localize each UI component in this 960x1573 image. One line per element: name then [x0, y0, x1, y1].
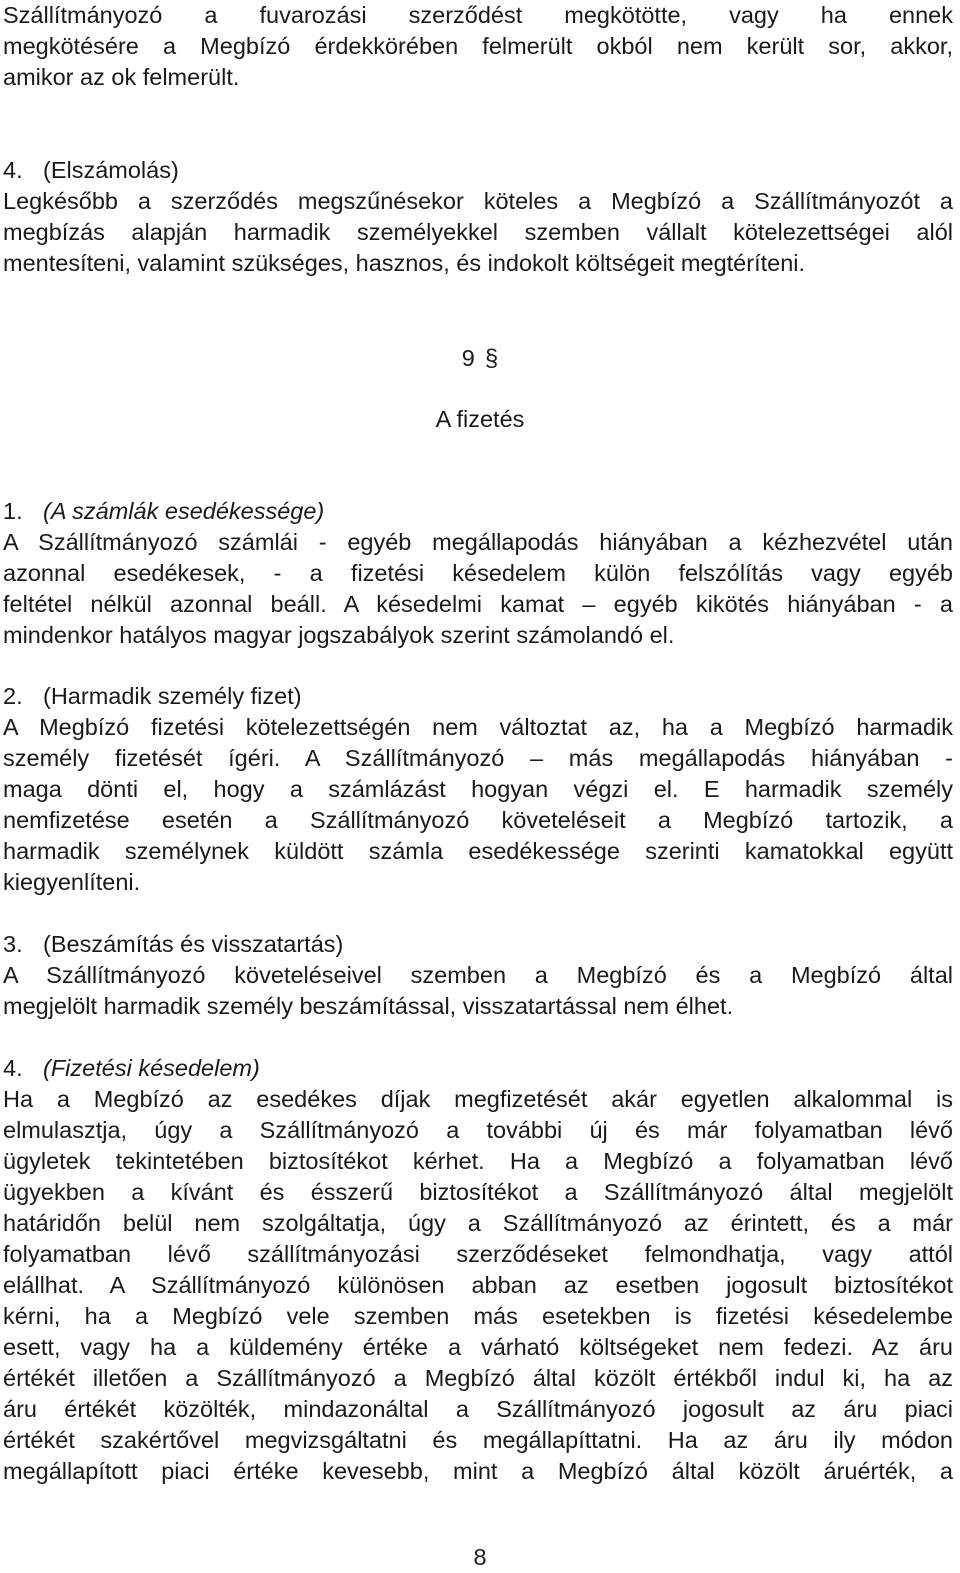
text-line: kiegyenlíteni. [3, 869, 141, 895]
clause-title: (A számlák esedékessége) [43, 498, 325, 524]
section-number [0, 343, 960, 374]
text-line: A Szállítmányozó számlái - egyéb megállapodás hiányában a kézhezvétel után [3, 529, 953, 555]
clause-number: 4. [3, 1055, 23, 1081]
clause-heading [3, 929, 953, 960]
clause-title: (Harmadik személy fizet) [43, 683, 302, 709]
text-line: kérni, ha a Megbízó vele szemben más esetekben is fizetési késedelembe [3, 1303, 953, 1329]
text-line: harmadik személynek küldött számla esedékessége szerinti kamatokkal együtt [3, 838, 953, 864]
text-line: mindenkor hatályos magyar jogszabályok szerint számolandó el. [3, 622, 675, 648]
clause-elszamolas [3, 155, 953, 279]
text-line: elmulasztja, úgy a Szállítmányozó a további új és már folyamatban lévő [3, 1117, 953, 1143]
text-line: értékét szakértővel megvizsgáltatni és megállapíttatni. Ha az áru ily módon [3, 1427, 953, 1453]
clause-number: 3. [3, 931, 23, 957]
text-line: Szállítmányozó a fuvarozási szerződést megkötötte, vagy ha ennek [3, 2, 953, 28]
text-line: ügyekben a kívánt és ésszerű biztosítékot a Szállítmányozó által megjelölt [3, 1179, 953, 1205]
clause-fizetesi-kesedelem [3, 1053, 953, 1487]
page-number: 8 [473, 1544, 487, 1570]
text-line: Legkésőbb a szerződés megszűnésekor köteles a Megbízó a Szállítmányozót a [3, 188, 953, 214]
section-title: A fizetés [435, 406, 525, 432]
clause-number: 1. [3, 498, 23, 524]
text-line: értékét illetően a Szállítmányozó a Megbízó által közölt értékből indul ki, ha az [3, 1365, 953, 1391]
clause-heading [3, 681, 953, 712]
clause-number: 2. [3, 683, 23, 709]
clause-szamlak-esedekessege [3, 496, 953, 651]
text-line: A Szállítmányozó követeléseivel szemben a Megbízó és a Megbízó által [3, 962, 953, 988]
text-line: folyamatban lévő szállítmányozási szerződéseket felmondhatja, vagy attól [3, 1241, 953, 1267]
text-line: ügyletek tekintetében biztosítékot kérhet. Ha a Megbízó a folyamatban lévő [3, 1148, 953, 1174]
text-line: megbízás alapján harmadik személyekkel szemben vállalt kötelezettségei alól [3, 219, 953, 245]
text-line: mentesíteni, valamint szükséges, hasznos, és indokolt költségeit megtéríteni. [3, 250, 806, 276]
text-line: amikor az ok felmerült. [3, 64, 240, 90]
intro-paragraph [3, 0, 953, 93]
text-line: megállapított piaci értéke kevesebb, mint a Megbízó által közölt áruérték, a [3, 1458, 953, 1484]
clause-heading [3, 155, 953, 186]
clause-harmadik-szemely-fizet [3, 681, 953, 898]
text-line: megkötésére a Megbízó érdekkörében felmerült okból nem került sor, akkor, [3, 33, 953, 59]
section-number-value: 9 [461, 345, 475, 371]
text-line: áru értékét közölték, mindazonáltal a Szállítmányozó jogosult az áru piaci [3, 1396, 953, 1422]
clause-beszamitas [3, 929, 953, 1022]
text-line: esett, vagy ha a küldemény értéke a várható költségeket nem fedezi. Az áru [3, 1334, 953, 1360]
text-line: azonnal esedékesek, - a fizetési késedelem külön felszólítás vagy egyéb [3, 560, 953, 586]
text-line: maga dönti el, hogy a számlázást hogyan végzi el. E harmadik személy [3, 776, 953, 802]
text-line: személy fizetését ígéri. A Szállítmányozó – más megállapodás hiányában - [3, 745, 953, 771]
clause-title: (Elszámolás) [43, 157, 179, 183]
clause-title: (Beszámítás és visszatartás) [43, 931, 344, 957]
text-line: Ha a Megbízó az esedékes díjak megfizetését akár egyetlen alkalommal is [3, 1086, 953, 1112]
text-line: A Megbízó fizetési kötelezettségén nem változtat az, ha a Megbízó harmadik [3, 714, 953, 740]
text-line: elállhat. A Szállítmányozó különösen abban az esetben jogosult biztosítékot [3, 1272, 953, 1298]
text-line: feltétel nélkül azonnal beáll. A késedelmi kamat – egyéb kikötés hiányában - a [3, 591, 953, 617]
clause-title: (Fizetési késedelem) [43, 1055, 260, 1081]
clause-number: 4. [3, 157, 23, 183]
text-line: megjelölt harmadik személy beszámítással, visszatartással nem élhet. [3, 993, 734, 1019]
section-sign: § [484, 345, 499, 372]
clause-heading [3, 496, 953, 527]
text-line: határidőn belül nem szolgáltatja, úgy a Szállítmányozó az érintett, és a már [3, 1210, 953, 1236]
clause-heading [3, 1053, 953, 1084]
text-line: nemfizetése esetén a Szállítmányozó követeléseit a Megbízó tartozik, a [3, 807, 953, 833]
